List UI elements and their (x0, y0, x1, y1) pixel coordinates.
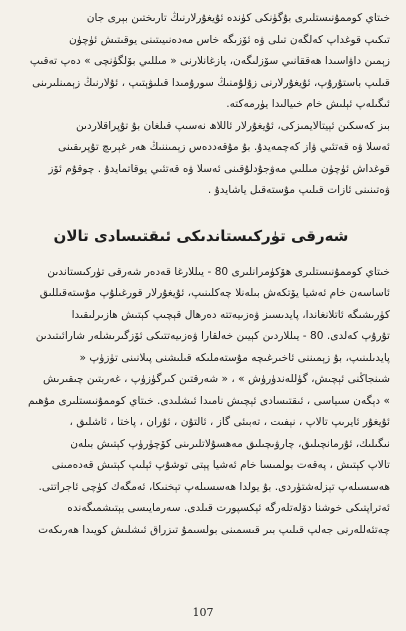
text-line: قىلىپ باستۇرۇپ، ئۇيغۇرلارنى زۇلۇمنىڭ سورۇمىدا قىلىۋېتىپ ، ئۇلارنىڭ زېمىنلىرىنى (32, 76, 390, 89)
text-line: تىكىپ قوغداپ كەلگەن تىلى ۋە ئۆزىگە خاس مەدەنىيىتىنى يوقىتىش ئۈچۈن (69, 33, 390, 46)
text-line: خىتاي كوممۇنىستلىرى بۇگۈنكى كۈندە ئۇيغۇرلارنىڭ تارىختىن بېرى جان (86, 12, 390, 24)
paragraph-2 (12, 116, 390, 202)
text-line: كۈرىشىگە ئاتلانغاندا، پايدىسىز ۋەزىيەتتە دەرھال قېچىپ كېتىش ھازىرلىقىدا (71, 308, 390, 321)
text-line: چەتئەللەرنى جەلپ قىلىپ بىر قىسمىنى بولسىمۇ تىزراق ئىشلىش كويىدا ھەرىكەت (38, 523, 390, 536)
section-heading: شەرقى تۈركىستاندىكى ئىقتىسادى تالان (53, 226, 349, 245)
paragraph-1 (12, 8, 390, 116)
text-line: بىز كەسكىن ئېيتالايمىزكى، ئۇيغۇرلار ئاللاھ نەسىپ قىلغان بۇ تۇپراقلاردىن (75, 119, 390, 132)
text-line: ئەسلا ۋە قەتئىي ۋاز كەچمەيدۇ. بۇ مۇقەددەس زېمىننىڭ ھەر غېرىچ تۇپرىقىنى (58, 141, 390, 153)
text-line: ئاساسەن خام ئەشيا يۆتكەش بىلەنلا چەكلىنىپ، ئۇيغۇرلار قورغىلۇپ مۇستەقىللىق (39, 287, 390, 299)
text-line: ئەتراپتىكى خوشنا دۆلەتلەرگە ئېكسپورت قىلدى. سەرمايىسى يېتىشمىگەندە (67, 502, 390, 514)
text-line: تالاپ كېتىش ، پەقەت بولمىسا خام ئەشيا پېتى توشۇپ ئېلىپ كېتىش قەدەمىنى (51, 459, 390, 471)
text-line: شىنجاڭنى ئېچىش، گۈللەندۈرۈش » ، « شەرقتىن كىرگۈزۈپ ، غەربتىن چىقىرىش (42, 373, 390, 385)
page-number: 107 (192, 606, 214, 619)
text-line: پايدىلىنىپ، بۇ زېمىننى ئاخىرغىچە مۇستەملىكە قىلىشنى پىلانىنى تۈزۈپ « (79, 351, 390, 364)
text-line: زېمىن داۋاسىدا ھەققانىي سۆزلىگەن، يازغانلارنى « مىللىي بۆلگۈنچى » دەپ تەقىپ (29, 55, 390, 67)
paragraph-3 (12, 262, 390, 542)
text-line: ئۇيغۇر ئايرىپ تالاپ ، نېفىت ، تەبىئى گاز ، ئالتۇن ، ئۇران ، پاختا ، ئاشلىق ، (69, 416, 390, 428)
text-line: خىتاي كوممۇنىستلىرى ھۆكۈمرانلىرى 80 - يىللارغا قەدەر شەرقى تۈركىستاندىن (47, 265, 390, 278)
text-line: ۋەتىنىنى ئازات قىلىپ مۇستەقىل ياشايدۇ . (207, 184, 390, 196)
text-line: ئىگىلەپ ئېلىش خام خىيالىدا يۈرمەكتە. (226, 98, 390, 110)
text-line: ھەسسىلەپ تېزلەشتۈردى. بۇ يولدا ھەسسىلەپ تېخنىكا، ئەمگەك كۈچى ئاجراتتى. (38, 480, 390, 493)
text-line: نىگىلىك، ئۇرمانچىلىق، چارۋىچىلىق مەھسۇلاتلىرىنى كۆچۈرۈپ كېتىش بىلەن (70, 437, 390, 450)
text-line: قوغداش ئۈچۈن مىللىي مەۋجۇدلۇقىنى ئەسلا ۋە قەتئىي يوقاتمايدۇ . چوقۇم ئۆز (48, 162, 390, 175)
text-line: » دېگەن سىياسى ، ئىقتىسادى ئېچىش نامىدا ئىشلىدى. خىتاي كوممۇنىستلىرى مۇھىم (28, 394, 390, 407)
text-line: تۇرۇپ كەلدى. 80 - يىللاردىن كېيىن خەلقارا ۋەزىيەتتىكى ئۆزگىرىشلەر شارائىتىدىن (35, 330, 390, 342)
